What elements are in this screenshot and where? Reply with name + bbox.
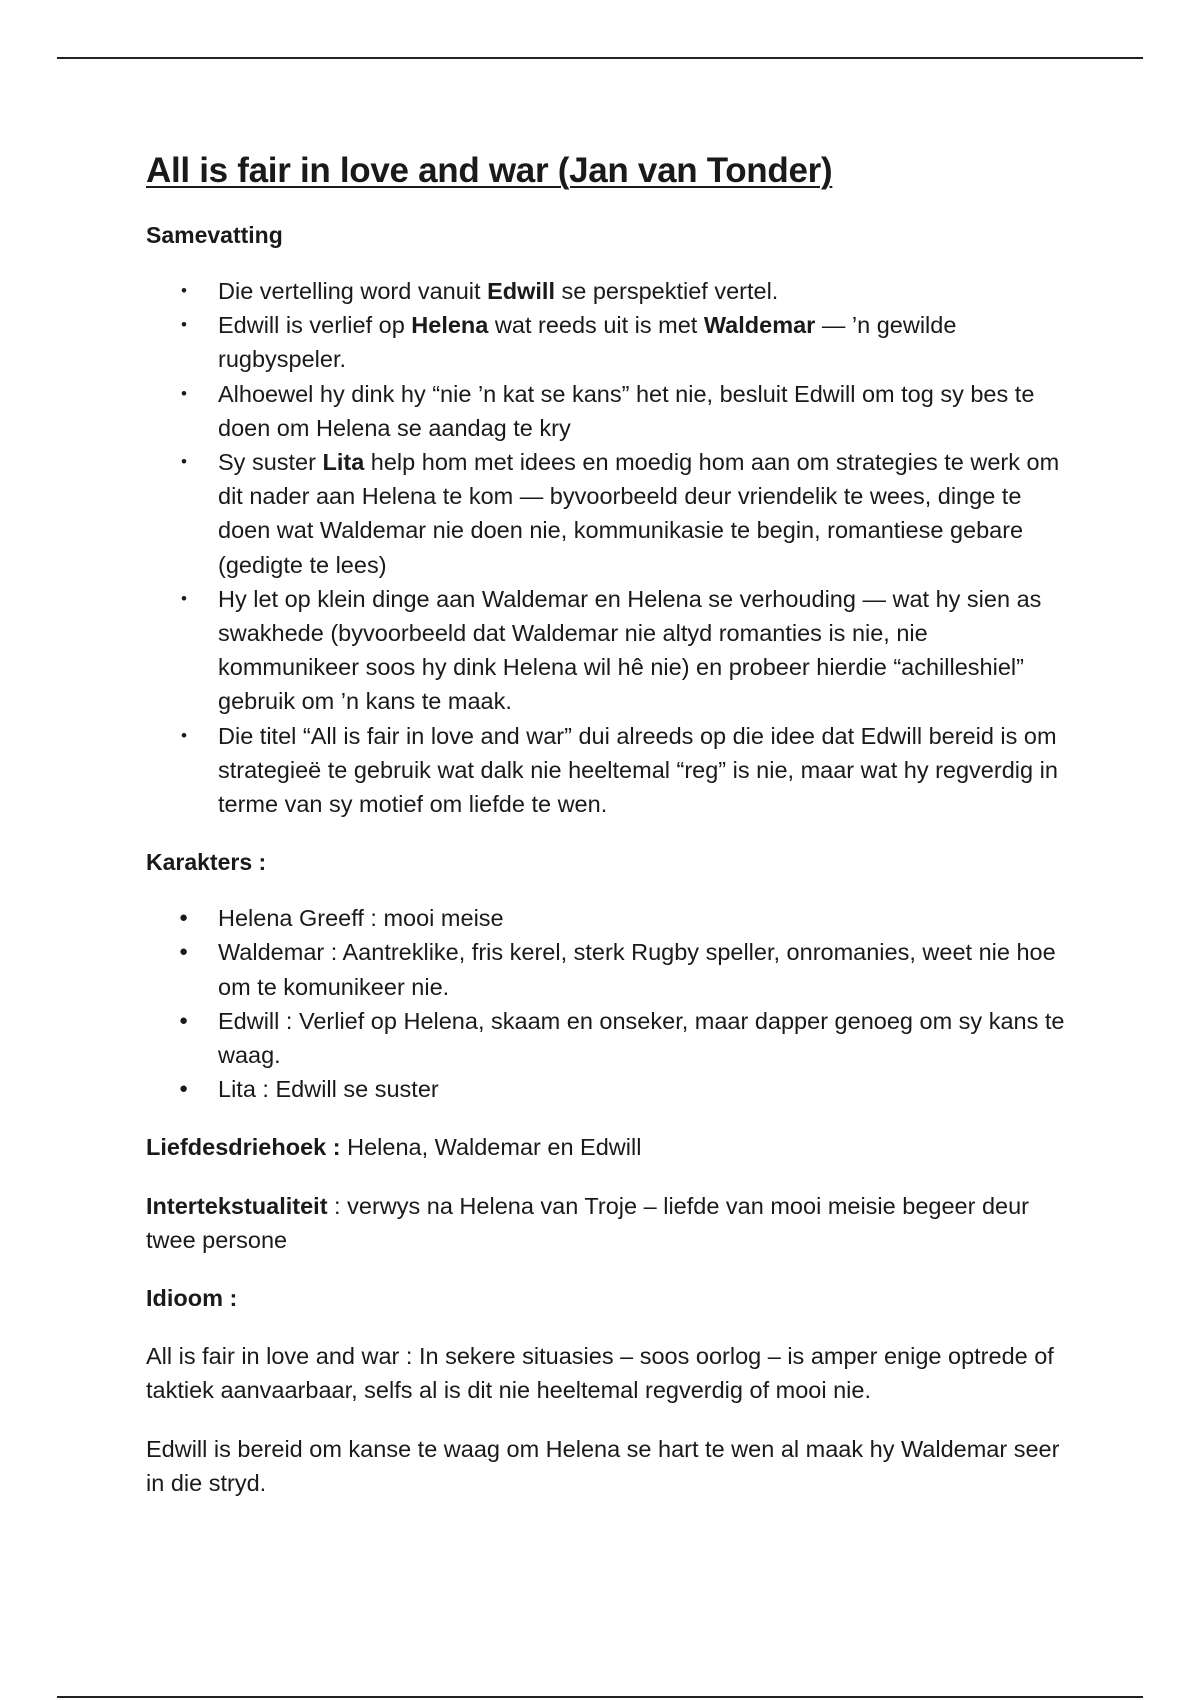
summary-heading: Samevatting [146,222,283,248]
list-item: • Die vertelling word vanuit Edwill se perspektief vertel. [218,274,1066,308]
summary-list [146,274,1066,821]
page-title: All is fair in love and war (Jan van Tonder) [146,151,833,190]
love-triangle-paragraph: Liefdesdriehoek : Helena, Waldemar en Edwill [146,1134,642,1161]
list-item: ● Helena Greeff : mooi meise [218,901,1066,935]
list-item: • Alhoewel hy dink hy “nie ’n kat se kans” het nie, besluit Edwill om tog sy bes te doen om Helena se aandag te kry [218,377,1066,445]
list-item: • Hy let op klein dinge aan Waldemar en Helena se verhouding — wat hy sien as swakhede (byvoorbeeld dat Waldemar nie altyd romanties is nie, nie kommunikeer soos hy dink Helena wil hê nie) en probeer hierdie “achilleshiel” gebruik om ’n kans te maak. [218,582,1066,719]
document-body [146,148,1066,1500]
intertextuality-label: Intertekstualiteit [146,1192,328,1219]
list-item: ● Edwill : Verlief op Helena, skaam en onseker, maar dapper genoeg om sy kans te waag. [218,1004,1066,1072]
idiom-heading: Idioom : [146,1285,238,1312]
characters-heading: Karakters : [146,849,267,876]
closing-paragraph: Edwill is bereid om kanse te waag om Helena se hart te wen al maak hy Waldemar seer in die stryd. [146,1435,1060,1496]
list-item: ● Waldemar : Aantreklike, fris kerel, sterk Rugby speller, onromanies, weet nie hoe om te komunikeer nie. [218,935,1066,1003]
list-item: • Sy suster Lita help hom met idees en moedig hom aan om strategies te werk om dit nader aan Helena te kom — byvoorbeeld deur vriendelik te wees, dinge te doen wat Waldemar nie doen nie, kommunikasie te begin, romantiese gebare (gedigte te lees) [218,445,1066,582]
header-rule [57,57,1143,59]
list-item: • Edwill is verlief op Helena wat reeds uit is met Waldemar — ’n gewilde rugbyspeler. [218,308,1066,376]
intertextuality-paragraph: Intertekstualiteit : verwys na Helena van Troje – liefde van mooi meisie begeer deur twee persone [146,1192,1029,1253]
characters-list [146,901,1066,1106]
list-item: • Die titel “All is fair in love and war” dui alreeds op die idee dat Edwill bereid is om strategieë te gebruik wat dalk nie heeltemal “reg” is nie, maar wat hy regverdig in terme van sy motief om liefde te wen. [218,719,1066,822]
list-item: ● Lita : Edwill se suster [218,1072,1066,1106]
footer-rule [57,1696,1143,1698]
love-triangle-label: Liefdesdriehoek : [146,1134,341,1161]
idiom-paragraph: All is fair in love and war : In sekere situasies – soos oorlog – is amper enige optrede of taktiek aanvaarbaar, selfs al is dit nie heeltemal regverdig of mooi nie. [146,1343,1054,1404]
